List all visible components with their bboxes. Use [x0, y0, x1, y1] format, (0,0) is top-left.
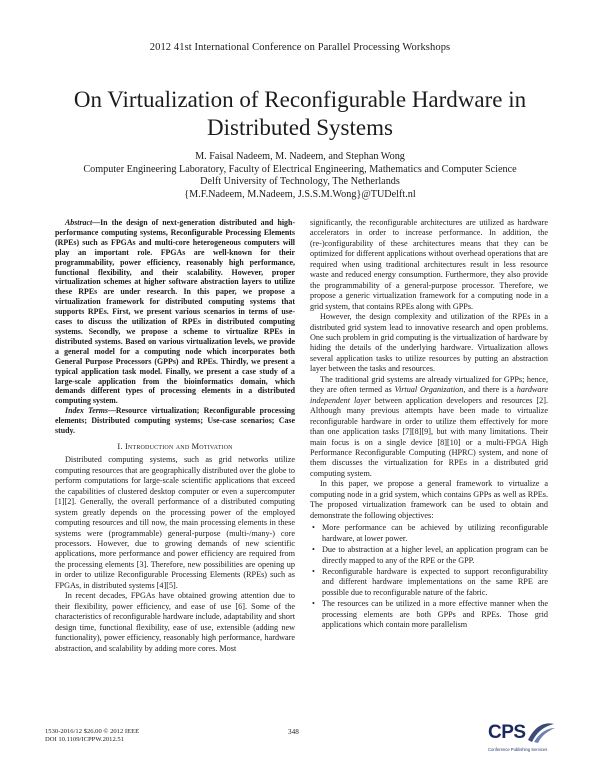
author-emails: {M.F.Nadeem, M.Nadeem, J.S.S.M.Wong}@TUDelft.nl	[184, 188, 416, 200]
abstract-text: —In the design of next-generation distributed and high-performance computing systems, Reconfigurable Processing Elements (RPEs) such as FPGAs and multi-core heterogeneous computers will play an important role. FPGAs are well-known for their programmability, power efficiency, reasonably high performance, functional flexibility, and their scalability. However, proper virtualization schemes at higher software abstraction layers to utilize these RPEs are under research. In this paper, we propose a virtualization framework for distributed computing systems that supports RPEs. First, we present various scenarios in terms of use-cases to discuss the utilization of RPEs in distributed computing systems. Secondly, we propose a scheme to virtualize RPEs in distributed systems. Based on various virtualization levels, we provide a general model for a computing node which incorporates both General Purpose Processors (GPPs) and RPEs. Thirdly, we present a typical application task model. Finally, we present a case study of a large-scale application from the bioinformatics domain, which demands different types of processing elements in a distributed computing system.	[55, 218, 295, 406]
list-item	[310, 599, 548, 630]
objectives-list	[310, 523, 548, 631]
intro-paragraph-1: Distributed computing systems, such as grid networks utilize computing resources that are geographically distributed over the globe to perform computations for large-scale scientific applications that exceed the capabilities of clustered desktop computer or even a supercomputer [1][2]. Generally, the overall performance of a distributed computing system greatly depends on the processing power of the employed computing resources and till now, the main processing elements in these systems were (programmable) general-purpose (multi-/many-) core processors. However, due to growing demands of new scientific applications, more performance and power efficiency are required from the processing elements [3]. Therefore, new possibilities are opening up in order to utilize Reconfigurable Processing Elements (RPEs) such as FPGAs, in distributed systems [4][5].	[55, 455, 295, 590]
list-item	[310, 523, 548, 544]
abstract-label: Abstract	[65, 218, 93, 227]
logo-subtitle: Conference Publishing Services	[488, 747, 548, 752]
footer-issn: 1530-2016/12 $26.00 © 2012 IEEE	[45, 728, 140, 735]
bullet-icon: •	[312, 599, 315, 609]
list-item-text: Due to abstraction at a higher level, an application program can be directly mapped to any of the RPE or the GPP.	[322, 545, 548, 565]
title-line-2: Distributed Systems	[207, 115, 393, 140]
author-block	[0, 151, 600, 201]
logo-swoosh-icon	[526, 720, 556, 744]
paper-title	[40, 86, 560, 142]
section-title: Introduction and Motivation	[124, 441, 233, 451]
index-terms	[55, 406, 295, 436]
index-terms-label: Index Terms	[65, 406, 109, 416]
conference-header: 2012 41st International Conference on Parallel Processing Workshops	[149, 42, 451, 53]
list-item	[310, 567, 548, 598]
affiliation-line-1: Computer Engineering Laboratory, Faculty of Electrical Engineering, Mathematics and Computer Science	[83, 163, 517, 175]
page-number: 348	[288, 728, 299, 736]
section-heading	[55, 442, 295, 452]
title-line-1: On Virtualization of Reconfigurable Hardware in	[73, 87, 527, 112]
intro-paragraph-4: However, the design complexity and utilization of the RPEs in a distributed grid system lead to innovative research and open problems. One such problem in grid computing is the virtualization of hardware by hiding the details of the underlying hardware. Virtualization allows several application tasks to utilize resources by putting an abstraction layer between the tasks and resources.	[310, 312, 548, 374]
list-item-text: Reconfigurable hardware is expected to support reconfigurability and different hardware implementations on the same RPE are possible due to reconfigurable nature of the fabric.	[322, 566, 548, 597]
footer-copyright	[45, 728, 139, 745]
intro-paragraph-6: In this paper, we propose a general framework to virtualize a computing node in a grid system, which contains GPPs as well as RPEs. The proposed virtualization framework can be used to obtain and demonstrate the following objectives:	[310, 479, 548, 520]
footer-doi: DOI 10.1109/ICPPW.2012.51	[45, 736, 125, 744]
p5-emphasis-hardware-layer: hardware independent layer	[310, 385, 548, 405]
intro-paragraph-5	[310, 375, 548, 480]
cps-logo	[488, 720, 558, 756]
p5-part-a: The traditional grid systems are already virtualized for GPPs; hence, they are often termed as	[310, 374, 548, 395]
bullet-icon: •	[312, 545, 315, 555]
right-column	[310, 218, 548, 632]
abstract	[55, 218, 295, 406]
list-item	[310, 545, 548, 566]
p5-emphasis-virtual-organization: Virtual Organization	[394, 385, 464, 395]
logo-text: CPS	[488, 722, 526, 743]
p5-part-c: between application developers and resources [2]. Although many previous attempts have been made to virtualize reconfigurable hardware in order to utilize them effectively for more than one application tasks [7][8][9], but with many limitations. Their main focus is on a single device [8][10] or a multi-FPGA High Performance Reconfigurable Computing (HPRC) system, and none of them discusses the virtualization for RPEs in a distributed grid computing system.	[310, 395, 548, 478]
left-column	[55, 218, 295, 654]
bullet-icon: •	[312, 566, 315, 576]
intro-paragraph-3: significantly, the reconfigurable architectures are utilized as hardware accelerators in order to increase performance. In addition, the (re-)configurability of these architectures means that they can be optimized for different applications without overhead operations that are required when using traditional architectures result in less resource waste and reduced energy consumption. Furthermore, they also provide the programmability of a general-purpose processor. Therefore, we propose a generic virtualization framework for a computing node in a grid system, that contains RPEs along with GPPs.	[310, 218, 548, 311]
affiliation-line-2: Delft University of Technology, The Netherlands	[200, 176, 400, 188]
author-names: M. Faisal Nadeem, M. Nadeem, and Stephan Wong	[195, 151, 405, 162]
bullet-icon: •	[312, 523, 315, 533]
list-item-text: More performance can be achieved by utilizing reconfigurable hardware, at lower power.	[322, 523, 548, 543]
p5-part-b: , and there is a	[463, 385, 517, 395]
section-number: I.	[117, 441, 123, 451]
index-terms-text: —Resource virtualization; Reconfigurable processing elements; Distributed computing systems; Use-case scenarios; Case study.	[55, 406, 296, 436]
list-item-text: The resources can be utilized in a more effective manner when the processing elements are both GPPs and RPEs. Those grid applications which contain more parallelism	[322, 599, 548, 630]
intro-paragraph-2: In recent decades, FPGAs have obtained growing attention due to their flexibility, power efficiency, and ease of use [6]. Some of the characteristics of reconfigurable hardware include, adaptability and short design time, functional flexibility, ease of use, extensible (adding new functionality), power efficiency, reasonably high performance, hardware abstraction, and scalability by adding more cores. Most	[55, 591, 295, 653]
